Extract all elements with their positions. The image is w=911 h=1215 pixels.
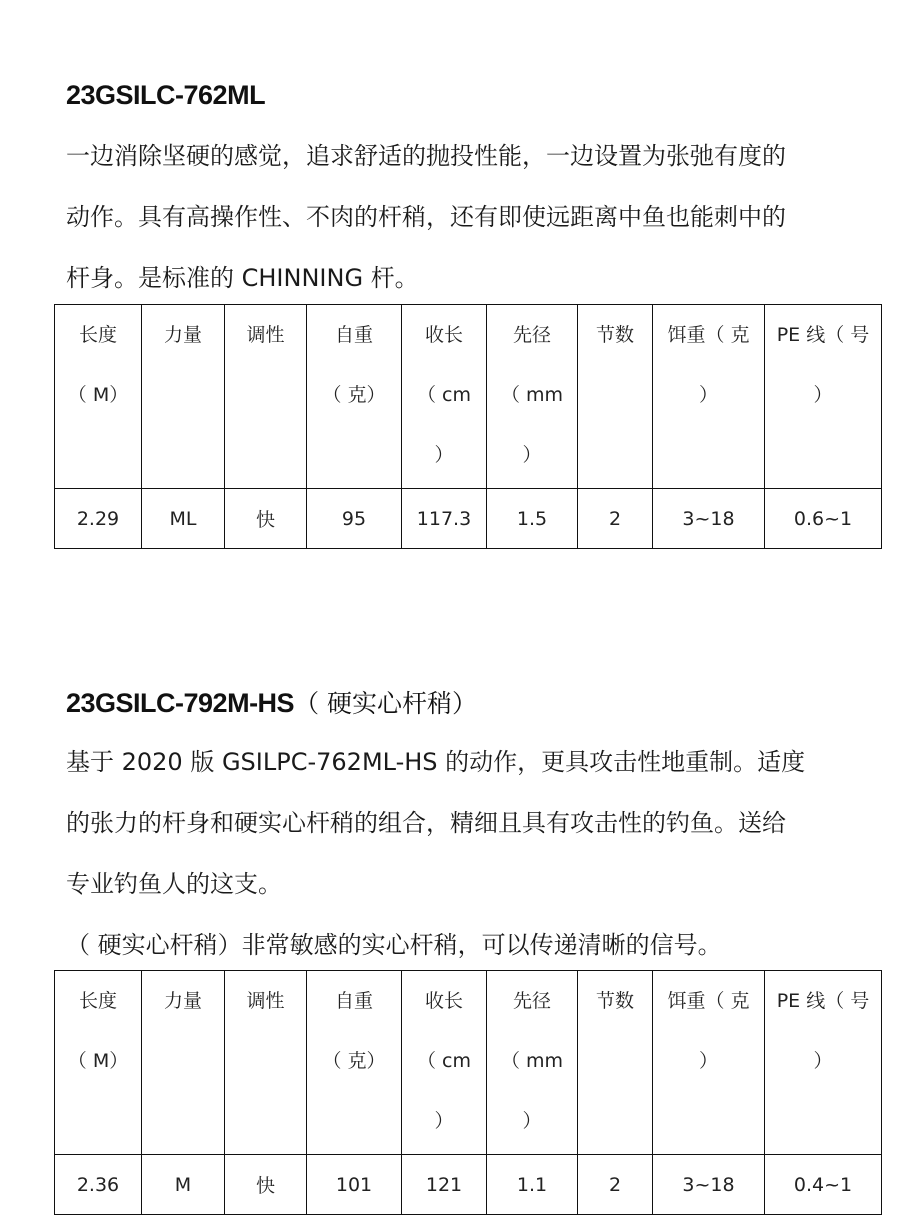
header-action: 调性 <box>225 971 307 1155</box>
cell-tip-diameter: 1.5 <box>487 489 578 549</box>
cell-action: 快 <box>225 1155 307 1215</box>
product1-title: 23GSILC-762ML <box>66 80 266 110</box>
table-header-row <box>55 971 882 1155</box>
cell-tip-diameter: 1.1 <box>487 1155 578 1215</box>
product2-title-model: 23GSILC-792M-HS <box>66 688 295 718</box>
description-line: （ 硬实心杆稍）非常敏感的实心杆稍，可以传递清晰的信号。 <box>66 931 722 959</box>
header-weight: 自重 （ 克） <box>307 971 402 1155</box>
table-row <box>55 1155 882 1215</box>
cell-pe-line: 0.4~1 <box>765 1155 882 1215</box>
cell-lure-weight: 3~18 <box>653 1155 765 1215</box>
description-line: 的张力的杆身和硬实心杆稍的组合，精细且具有攻击性的钓鱼。送给 <box>66 809 786 837</box>
header-pe-line: PE 线（ 号 ） <box>765 305 882 489</box>
header-pe-line: PE 线（ 号 ） <box>765 971 882 1155</box>
header-tip-diameter: 先径 （ mm ） <box>487 305 578 489</box>
description-line: 一边消除坚硬的感觉，追求舒适的抛投性能，一边设置为张弛有度的 <box>66 142 786 170</box>
product1-spec-table <box>54 304 882 549</box>
header-power: 力量 <box>142 305 225 489</box>
cell-closed-length: 121 <box>402 1155 487 1215</box>
table-row <box>55 489 882 549</box>
header-weight: 自重 （ 克） <box>307 305 402 489</box>
description-line: 动作。具有高操作性、不肉的杆稍，还有即使远距离中鱼也能刺中的 <box>66 203 786 231</box>
cell-weight: 101 <box>307 1155 402 1215</box>
cell-pe-line: 0.6~1 <box>765 489 882 549</box>
cell-length: 2.29 <box>55 489 142 549</box>
header-length: 长度 （ M） <box>55 305 142 489</box>
header-sections: 节数 <box>578 971 653 1155</box>
description-line: 专业钓鱼人的这支。 <box>66 870 282 898</box>
cell-sections: 2 <box>578 489 653 549</box>
product2-title-note: （ 硬实心杆稍） <box>294 689 478 718</box>
cell-lure-weight: 3~18 <box>653 489 765 549</box>
cell-power: M <box>142 1155 225 1215</box>
cell-action: 快 <box>225 489 307 549</box>
cell-closed-length: 117.3 <box>402 489 487 549</box>
cell-sections: 2 <box>578 1155 653 1215</box>
description-line: 基于 2020 版 GSILPC-762ML-HS 的动作，更具攻击性地重制。适度 <box>66 748 806 776</box>
product1-description <box>66 126 881 309</box>
product2-description <box>66 732 881 976</box>
product2-spec-table <box>54 970 882 1215</box>
product2-title <box>66 684 881 720</box>
cell-weight: 95 <box>307 489 402 549</box>
header-closed-length: 收长 （ cm ） <box>402 305 487 489</box>
cell-power: ML <box>142 489 225 549</box>
header-power: 力量 <box>142 971 225 1155</box>
header-tip-diameter: 先径 （ mm ） <box>487 971 578 1155</box>
header-length: 长度 （ M） <box>55 971 142 1155</box>
header-sections: 节数 <box>578 305 653 489</box>
header-lure-weight: 饵重（ 克 ） <box>653 971 765 1155</box>
table-header-row <box>55 305 882 489</box>
header-lure-weight: 饵重（ 克 ） <box>653 305 765 489</box>
header-action: 调性 <box>225 305 307 489</box>
description-line: 杆身。是标准的 CHINNING 杆。 <box>66 264 419 292</box>
header-closed-length: 收长 （ cm ） <box>402 971 487 1155</box>
cell-length: 2.36 <box>55 1155 142 1215</box>
